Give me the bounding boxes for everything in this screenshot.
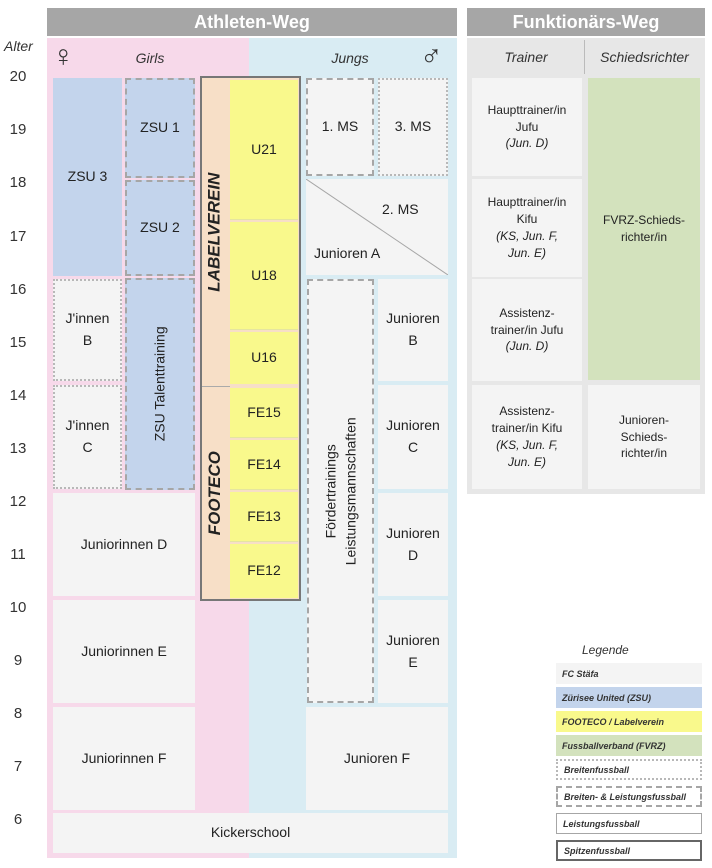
fe15-box: FE15 bbox=[230, 388, 298, 438]
age-label: 12 bbox=[9, 493, 27, 510]
fe14-box: FE14 bbox=[230, 440, 298, 490]
age-label: 7 bbox=[13, 758, 23, 775]
age-label: 11 bbox=[10, 546, 26, 563]
junioren-schiedsrichter-box: Junioren- Schieds- richter/in bbox=[588, 385, 700, 489]
juniorinnen-f-box: Juniorinnen F bbox=[53, 707, 195, 810]
legend-item-fvrz: Fussballverband (FVRZ) bbox=[556, 735, 702, 756]
zsu-talenttraining-label: ZSU Talenttraining bbox=[151, 326, 168, 442]
legend-item-breitenfussball: Breitenfussball bbox=[556, 759, 702, 780]
u21-box: U21 bbox=[230, 80, 298, 220]
foerdertrainings-box bbox=[307, 279, 374, 703]
fe13-box: FE13 bbox=[230, 492, 298, 542]
schiedsrichter-label: Schiedsrichter bbox=[600, 49, 689, 65]
fe12-box: FE12 bbox=[230, 544, 298, 598]
legend-title: Legende bbox=[582, 643, 629, 657]
male-symbol-icon: ♂ bbox=[420, 40, 443, 73]
junioren-a-label: Junioren A bbox=[314, 245, 381, 261]
age-label: 13 bbox=[9, 440, 27, 457]
legend-item-spitzenfussball: Spitzenfussball bbox=[556, 840, 702, 861]
3-ms-box: 3. MS bbox=[378, 78, 448, 176]
athleten-weg-header: Athleten-Weg bbox=[47, 8, 457, 36]
2-ms-label: 2. MS bbox=[382, 201, 419, 217]
age-label: 18 bbox=[9, 174, 27, 191]
assistenztrainer-jufu-box: Assistenz- trainer/in Jufu (Jun. D) bbox=[472, 279, 582, 381]
juniorinnen-d-box: Juniorinnen D bbox=[53, 493, 195, 596]
juniorinnen-e-box: Juniorinnen E bbox=[53, 600, 195, 703]
zsu1-box: ZSU 1 bbox=[125, 78, 195, 178]
kickerschool-box: Kickerschool bbox=[53, 813, 448, 853]
funktionaers-weg-header: Funktionärs-Weg bbox=[467, 8, 705, 36]
u18-box: U18 bbox=[230, 222, 298, 330]
labelverein-label-box bbox=[202, 80, 228, 385]
legend-item-leistungsfussball: Leistungsfussball bbox=[556, 813, 702, 834]
girls-label: Girls bbox=[135, 50, 165, 66]
age-label: 6 bbox=[13, 811, 23, 828]
zsu3-box: ZSU 3 bbox=[53, 78, 122, 276]
legend-item-zsu: Zürisee United (ZSU) bbox=[556, 687, 702, 708]
jinnen-c-box: J'innen C bbox=[53, 385, 122, 489]
legend-item-fc-staefa: FC Stäfa bbox=[556, 663, 702, 684]
foerdertrainings-label: Fördertrainings bbox=[322, 443, 339, 539]
junioren-f-box: Junioren F bbox=[306, 707, 448, 810]
female-symbol-icon: ♀ bbox=[52, 40, 75, 73]
jungs-label: Jungs bbox=[331, 50, 369, 66]
junioren-b-box: Junioren B bbox=[378, 279, 448, 381]
age-label: 9 bbox=[13, 652, 23, 669]
age-label: 20 bbox=[9, 68, 27, 85]
funktionaers-divider bbox=[584, 40, 585, 74]
legend-item-breiten-leistungsfussball: Breiten- & Leistungsfussball bbox=[556, 786, 702, 807]
age-label: 16 bbox=[9, 281, 27, 298]
age-label: 17 bbox=[9, 228, 27, 245]
junioren-e-box: Junioren E bbox=[378, 600, 448, 703]
u16-box: U16 bbox=[230, 332, 298, 384]
junioren-d-box: Junioren D bbox=[378, 493, 448, 596]
zsu2-box: ZSU 2 bbox=[125, 180, 195, 276]
haupttrainer-jufu-box: Haupttrainer/in Jufu (Jun. D) bbox=[472, 78, 582, 176]
labelverein-label: LABELVEREIN bbox=[204, 172, 224, 293]
age-label: 8 bbox=[13, 705, 23, 722]
leistungsmannschaften-label: Leistungsmannschaften bbox=[342, 417, 359, 565]
alter-label: Alter bbox=[4, 38, 33, 54]
age-label: 15 bbox=[9, 334, 27, 351]
age-label: 10 bbox=[9, 599, 27, 616]
zsu-talenttraining-box bbox=[125, 278, 195, 490]
fvrz-schiedsrichter-box: FVRZ-Schieds- richter/in bbox=[588, 78, 700, 380]
haupttrainer-kifu-box: Haupttrainer/in Kifu (KS, Jun. F, Jun. E) bbox=[472, 179, 582, 277]
footeco-label: FOOTECO bbox=[204, 450, 224, 536]
legend-item-footeco: FOOTECO / Labelverein bbox=[556, 711, 702, 732]
labelverein-divider bbox=[202, 386, 230, 387]
age-label: 14 bbox=[9, 387, 27, 404]
trainer-label: Trainer bbox=[504, 49, 548, 65]
1-ms-box: 1. MS bbox=[306, 78, 374, 176]
2-ms-junioren-a-box bbox=[306, 179, 448, 275]
age-label: 19 bbox=[9, 121, 27, 138]
assistenztrainer-kifu-box: Assistenz- trainer/in Kifu (KS, Jun. F, Jun. E) bbox=[472, 385, 582, 489]
jinnen-b-box: J'innen B bbox=[53, 279, 122, 381]
footeco-label-box bbox=[202, 388, 228, 598]
junioren-c-box: Junioren C bbox=[378, 385, 448, 489]
